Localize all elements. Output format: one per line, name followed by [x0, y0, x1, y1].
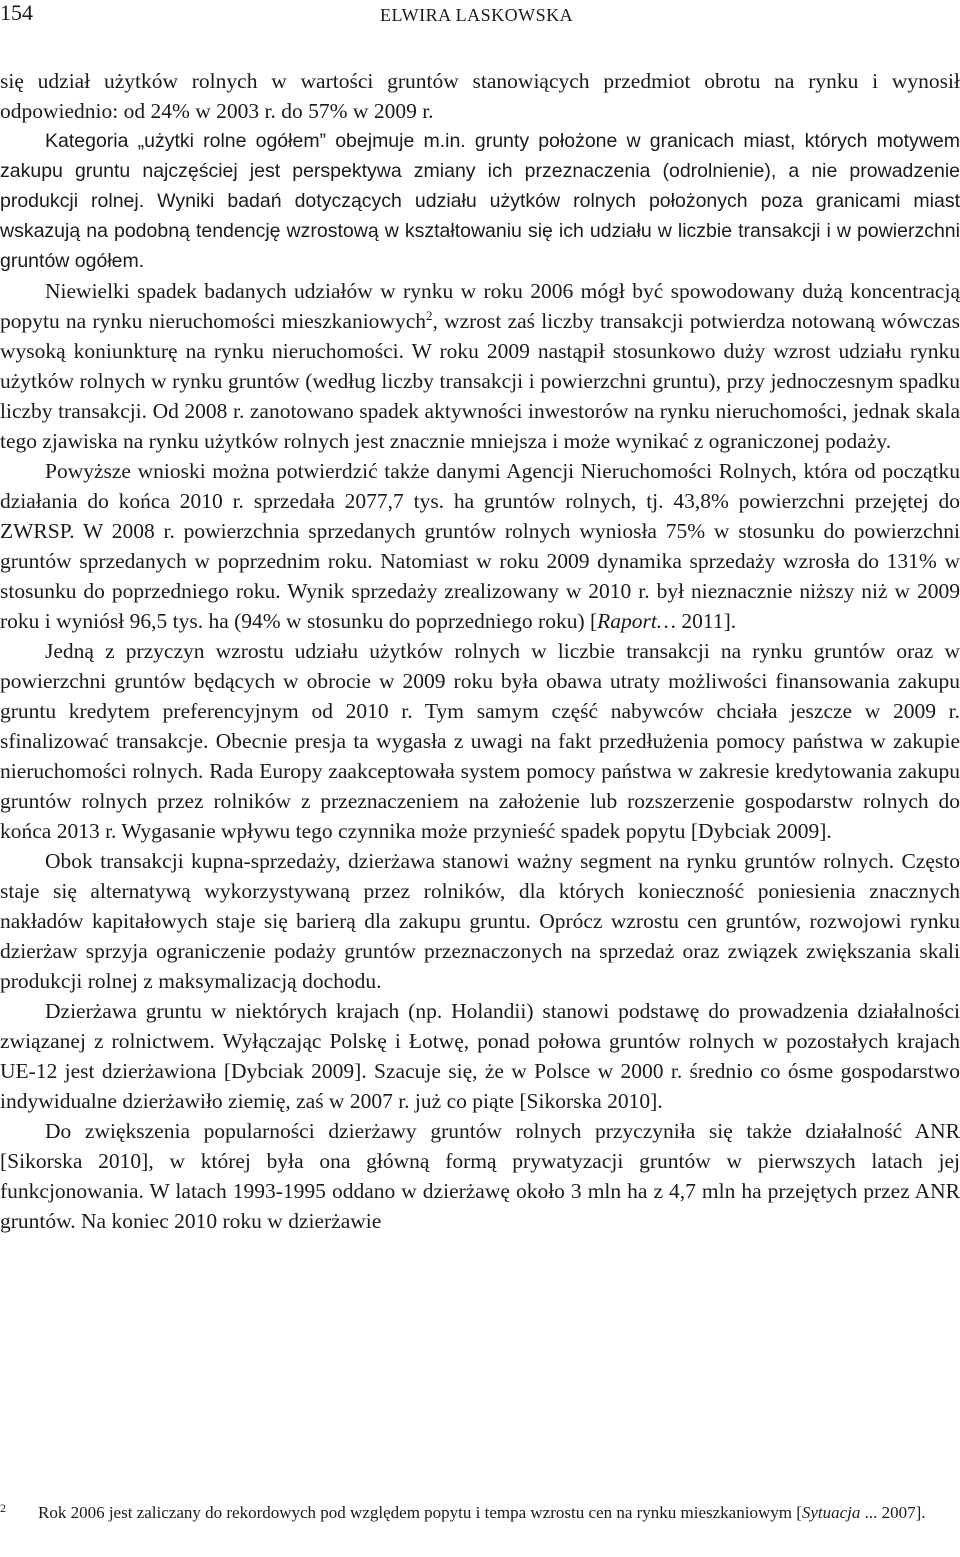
- footnote-text-part: ... 2007].: [860, 1503, 926, 1522]
- running-head-author: ELWIRA LASKOWSKA: [380, 5, 574, 25]
- paragraph-continuation: się udział użytków rolnych w wartości gruntów stanowiących przedmiot obrotu na rynku i wynosił odpowiednio: od 24% w 2003 r. do 57% w 2009 r.: [0, 69, 960, 123]
- paragraph-text: 2011].: [676, 609, 737, 633]
- paragraph-anr-data: [0, 456, 960, 636]
- paragraph-kategoria: Kategoria „użytki rolne ogółem” obejmuje m.in. grunty położone w granicach miast, których motywem zakupu gruntu najczęściej jest perspektywa zmiany ich przeznaczenia (odrolnienie), a nie prowadzenie produkcji rolnej. Wyniki badań dotyczących udziału użytków rolnych położonych poza granicami miast wskazują na podobną tendencję wzrostową w kształtowaniu się ich udziału w liczbie transakcji i w powierzchni gruntów ogółem.: [0, 130, 960, 272]
- paragraph-anr-dzierzawa: Do zwiększenia popularności dzierżawy gruntów rolnych przyczyniła się także działalność ANR [Sikorska 2010], w której była ona główną formą prywatyzacji gruntów w pierwszych latach jej funkcjonowania. W latach 1993-1995 oddano w dzierżawę około 3 mln ha z 4,7 mln ha przejętych przez ANR gruntów. Na koniec 2010 roku w dzierżawie: [0, 1119, 960, 1233]
- citation-italic: Raport…: [597, 609, 676, 633]
- page-header: [0, 0, 960, 30]
- paragraph-dzierzawa-segment: Obok transakcji kupna-sprzedaży, dzierżawa stanowi ważny segment na rynku gruntów rolnych. Często staje się alternatywą wykorzystywaną przez rolników, dla których konieczność poniesienia znacznych nakładów kapitałowych staje się barierą dla zakupu gruntu. Oprócz wzrostu cen gruntów, rozwojowi rynku dzierżaw sprzyja ograniczenie podaży gruntów przeznaczonych na sprzedaż oraz związek zwiększania skali produkcji rolnej z maksymalizacją dochodu.: [0, 849, 960, 993]
- paragraph-text: , wzrost zaś liczby transakcji potwierdza notowaną wówczas wysoką koniunkturę na rynku nieruchomości. W roku 2009 nastąpił stosunkowo duży wzrost udziału rynku użytków rolnych w rynku gruntów (według liczby transakcji i powierzchni gruntu), przy jednoczesnym spadku liczby transakcji. Od 2008 r. zanotowano spadek aktywności inwestorów na rynku nieruchomości, jednak skala tego zjawiska na rynku użytków rolnych jest znacznie mniejsza i może wynikać z ograniczonej podaży.: [0, 309, 960, 453]
- paragraph-niewielki-spadek: [0, 276, 960, 456]
- paragraph-przyczyny: Jedną z przyczyn wzrostu udziału użytków rolnych w liczbie transakcji na rynku gruntów oraz w powierzchni gruntów będących w obrocie w 2009 roku była obawa utraty możliwości finansowania zakupu gruntu kredytem preferencyjnym od 2010 r. Tym samym część nabywców chciała jeszcze w 2009 r. sfinalizować transakcje. Obecnie presja ta wygasła z uwagi na fakt przedłużenia pomocy państwa w zakupie nieruchomości rolnych. Rada Europy zaakceptowała system pomocy państwa w zakresie kredytowania zakupu gruntów rolnych przez rolników z przeznaczeniem na założenie lub rozszerzenie gospodarstw rolnych do końca 2013 r. Wygasanie wpływu tego czynnika może przynieść spadek popytu [Dybciak 2009].: [0, 639, 960, 843]
- footnote-number: 2: [0, 1501, 6, 1515]
- footnote-reference: 2: [426, 307, 433, 323]
- footnote-text: [38, 1500, 960, 1526]
- body-text: [0, 66, 960, 1236]
- footnote-text-part: Rok 2006 jest zaliczany do rekordowych pod względem popytu i tempa wzrostu cen na rynku mieszkaniowym [: [38, 1503, 802, 1522]
- page-number: 154: [0, 0, 33, 25]
- paragraph-text: Powyższe wnioski można potwierdzić także danymi Agencji Nieruchomości Rolnych, która od początku działania do końca 2010 r. sprzedała 2077,7 tys. ha gruntów rolnych, tj. 43,8% powierzchni przejętej do ZWRSP. W 2008 r. powierzchnia sprzedanych gruntów rolnych wyniosła 75% w stosunku do powierzchni gruntów sprzedanych w poprzednim roku. Natomiast w roku 2009 dynamika sprzedaży wzrosła do 131% w stosunku do poprzedniego roku. Wynik sprzedaży zrealizowany w 2010 r. był nieznacznie niższy niż w 2009 roku i wyniósł 96,5 tys. ha (94% w stosunku do poprzedniego roku) [: [0, 459, 960, 633]
- footnote: [0, 1500, 960, 1526]
- footnote-citation-italic: Sytuacja: [801, 1503, 861, 1522]
- paragraph-dzierzawa-kraje: Dzierżawa gruntu w niektórych krajach (np. Holandii) stanowi podstawę do prowadzenia działalności związanej z rolnictwem. Wyłączając Polskę i Łotwę, ponad połowa gruntów rolnych w pozostałych krajach UE-12 jest dzierżawiona [Dybciak 2009]. Szacuje się, że w Polsce w 2000 r. średnio co ósme gospodarstwo indywidualne dzierżawiło ziemię, zaś w 2007 r. już co piąte [Sikorska 2010].: [0, 999, 960, 1113]
- paragraph-text: Niewielki spadek badanych udziałów w rynku w roku 2006 mógł być spowodowany dużą koncentracją popytu na rynku nieruchomości mieszkaniowych: [0, 279, 960, 333]
